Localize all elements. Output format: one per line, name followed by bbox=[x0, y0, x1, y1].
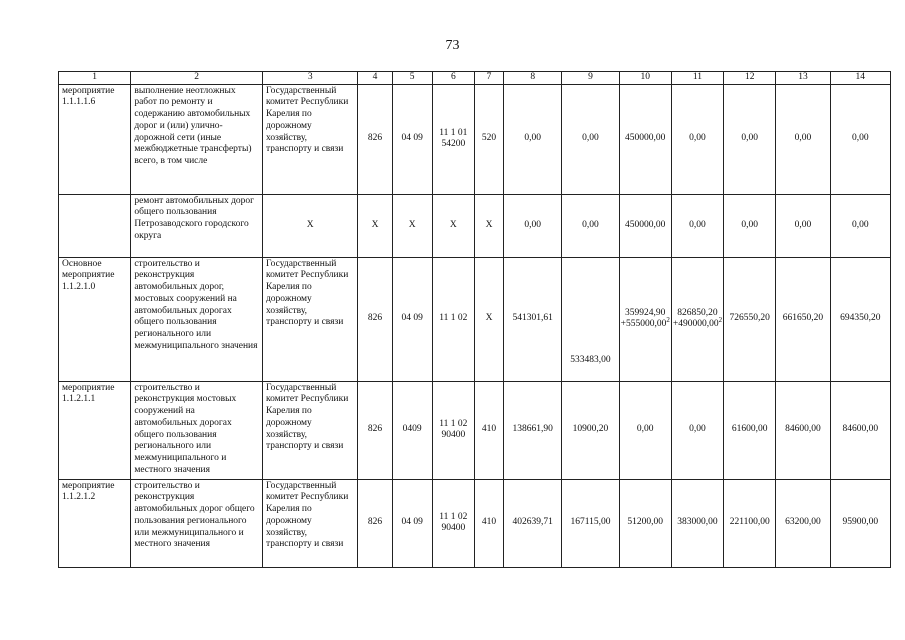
section-cell: 04 09 bbox=[392, 479, 432, 567]
executor-cell: Государственный комитет Республики Карелия по дорожному хозяйству, транспорту и связи bbox=[262, 84, 357, 194]
column-header: 13 bbox=[776, 72, 830, 85]
value-cell bbox=[671, 84, 723, 194]
value-cell: 661650,20 bbox=[776, 257, 830, 381]
value-text: 359924,90 +555000,00 bbox=[620, 307, 667, 330]
value-cell: 402639,71 bbox=[504, 479, 562, 567]
table-row bbox=[59, 381, 891, 479]
value-cell: 0,00 bbox=[724, 84, 776, 194]
value-cell: 84600,00 bbox=[830, 381, 890, 479]
value-cell: 0,00 bbox=[504, 194, 562, 257]
column-header: 2 bbox=[131, 72, 263, 85]
grbs-cell: 826 bbox=[358, 257, 392, 381]
value-cell: 0,00 bbox=[562, 84, 619, 194]
expense-type-cell: 410 bbox=[474, 479, 503, 567]
table-row bbox=[59, 84, 891, 194]
value-cell: 84600,00 bbox=[776, 381, 830, 479]
value-cell: 0,00 bbox=[830, 84, 890, 194]
value-cell: 533483,00 bbox=[562, 257, 619, 381]
budget-table bbox=[58, 71, 891, 568]
value-cell bbox=[619, 257, 671, 381]
value-cell: 541301,61 bbox=[504, 257, 562, 381]
column-header: 1 bbox=[59, 72, 131, 85]
name-cell: выполнение неотложных работ по ремонту и содержанию автомобильных дорог и (или) улично-дорожной сети (иные межбюджетные трансферты) всего, в том числе bbox=[131, 84, 263, 194]
table-row bbox=[59, 257, 891, 381]
name-cell: строительство и реконструкция автомобильных дорог, мостовых сооружений на автомобильных дорогах общего пользования регионального или межмуниципального значения bbox=[131, 257, 263, 381]
section-cell: 04 09 bbox=[392, 84, 432, 194]
grbs-cell: 826 bbox=[358, 479, 392, 567]
measure-cell: мероприятие 1.1.1.1.6 bbox=[59, 84, 131, 194]
expense-type-cell: 410 bbox=[474, 381, 503, 479]
value-cell bbox=[671, 257, 723, 381]
value-cell: 694350,20 bbox=[830, 257, 890, 381]
name-cell: ремонт автомобильных дорог общего пользования Петрозаводского городского округа bbox=[131, 194, 263, 257]
name-cell: строительство и реконструкция мостовых сооружений на автомобильных дорогах общего пользования регионального или межмуниципального и местного значения bbox=[131, 381, 263, 479]
target-article-cell: 11 1 01 54200 bbox=[432, 84, 474, 194]
measure-cell bbox=[59, 194, 131, 257]
column-header: 11 bbox=[671, 72, 723, 85]
expense-type-cell: 520 bbox=[474, 84, 503, 194]
column-header: 5 bbox=[392, 72, 432, 85]
grbs-cell: X bbox=[358, 194, 392, 257]
footnote-mark: 2 bbox=[666, 316, 670, 325]
column-header: 4 bbox=[358, 72, 392, 85]
value-cell bbox=[619, 479, 671, 567]
executor-cell: Государственный комитет Республики Карелия по дорожному хозяйству, транспорту и связи bbox=[262, 257, 357, 381]
value-text: 0,00 bbox=[689, 133, 706, 144]
value-cell: 167115,00 bbox=[562, 479, 619, 567]
measure-cell: мероприятие 1.1.2.1.1 bbox=[59, 381, 131, 479]
target-article-cell: 11 1 02 90400 bbox=[432, 381, 474, 479]
value-text: 0,00 bbox=[636, 424, 654, 435]
value-cell: 138661,90 bbox=[504, 381, 562, 479]
column-header: 8 bbox=[504, 72, 562, 85]
target-article-cell: X bbox=[432, 194, 474, 257]
name-cell: строительство и реконструкция автомобильных дорог общего пользования регионального или межмуниципального и местного значения bbox=[131, 479, 263, 567]
value-cell: 0,00 bbox=[724, 194, 776, 257]
executor-cell: Государственный комитет Республики Карелия по дорожному хозяйству, транспорту и связи bbox=[262, 381, 357, 479]
column-header: 7 bbox=[474, 72, 503, 85]
section-cell: X bbox=[392, 194, 432, 257]
value-cell: 10900,20 bbox=[562, 381, 619, 479]
value-cell bbox=[619, 381, 671, 479]
column-header: 10 bbox=[619, 72, 671, 85]
executor-cell: Государственный комитет Республики Карелия по дорожному хозяйству, транспорту и связи bbox=[262, 479, 357, 567]
expense-type-cell: X bbox=[474, 194, 503, 257]
column-header: 9 bbox=[562, 72, 619, 85]
column-number-row bbox=[59, 72, 891, 85]
grbs-cell: 826 bbox=[358, 381, 392, 479]
value-cell: 0,00 bbox=[830, 194, 890, 257]
value-cell bbox=[671, 194, 723, 257]
measure-cell: Основное мероприятие 1.1.2.1.0 bbox=[59, 257, 131, 381]
value-text: 383000,00 bbox=[677, 517, 718, 528]
target-article-cell: 11 1 02 90400 bbox=[432, 479, 474, 567]
value-cell: 61600,00 bbox=[724, 381, 776, 479]
value-cell: 0,00 bbox=[562, 194, 619, 257]
section-cell: 0409 bbox=[392, 381, 432, 479]
column-header: 12 bbox=[724, 72, 776, 85]
value-cell: 221100,00 bbox=[724, 479, 776, 567]
value-cell: 95900,00 bbox=[830, 479, 890, 567]
value-text: 0,00 bbox=[689, 424, 706, 435]
value-text: 450000,00 bbox=[625, 133, 666, 144]
value-text: 450000,00 bbox=[625, 219, 666, 230]
page-number: 73 bbox=[445, 38, 460, 53]
value-cell: 726550,20 bbox=[724, 257, 776, 381]
section-cell: 04 09 bbox=[392, 257, 432, 381]
value-text: 51200,00 bbox=[627, 517, 664, 528]
value-text: 826850,20 +490000,00 bbox=[672, 307, 719, 330]
target-article-cell: 11 1 02 bbox=[432, 257, 474, 381]
value-cell bbox=[671, 479, 723, 567]
column-header: 6 bbox=[432, 72, 474, 85]
value-cell: 63200,00 bbox=[776, 479, 830, 567]
grbs-cell: 826 bbox=[358, 84, 392, 194]
value-cell: 0,00 bbox=[776, 84, 830, 194]
executor-cell: X bbox=[262, 194, 357, 257]
footnote-mark: 2 bbox=[718, 316, 723, 325]
value-cell bbox=[619, 84, 671, 194]
column-header: 3 bbox=[262, 72, 357, 85]
value-text: 0,00 bbox=[689, 219, 706, 230]
value-cell: 0,00 bbox=[776, 194, 830, 257]
expense-type-cell: X bbox=[474, 257, 503, 381]
measure-cell: мероприятие 1.1.2.1.2 bbox=[59, 479, 131, 567]
column-header: 14 bbox=[830, 72, 890, 85]
value-cell bbox=[619, 194, 671, 257]
table-row bbox=[59, 479, 891, 567]
value-cell: 0,00 bbox=[504, 84, 562, 194]
table-row bbox=[59, 194, 891, 257]
value-cell bbox=[671, 381, 723, 479]
